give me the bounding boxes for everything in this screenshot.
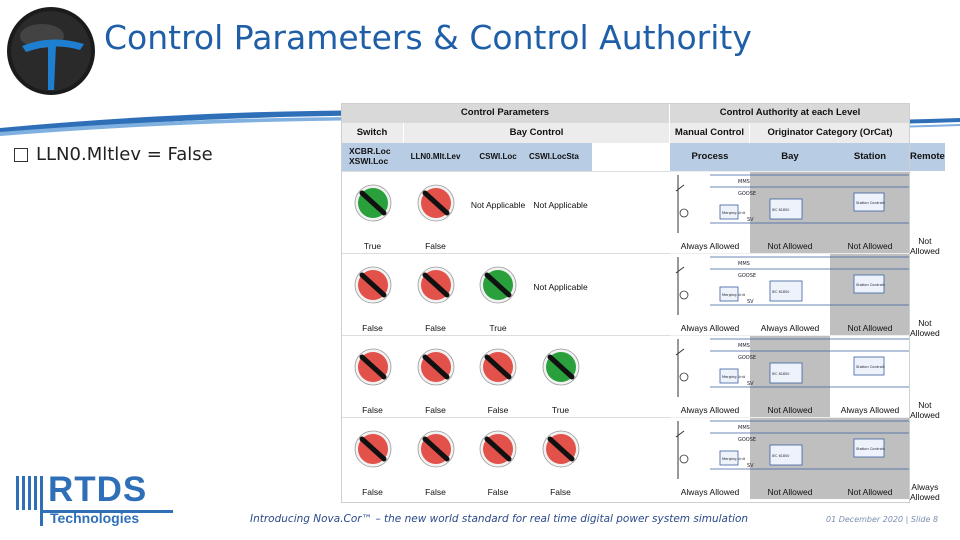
row-3-station-authority: Always Allowed [840,405,900,416]
row-2-process-authority: Always Allowed [680,323,740,334]
svg-text:GOOSE: GOOSE [738,191,757,197]
row-3-switch-4-green-icon [542,348,580,386]
row-4-value-2: False [425,487,446,498]
row-1-col-3-not-applicable: Not Applicable [470,200,526,211]
row-2-col-4-not-applicable: Not Applicable [533,282,588,293]
svg-text:SV: SV [747,463,754,469]
svg-text:SV: SV [747,217,754,223]
row-3-value-4: True [551,405,570,416]
svg-text:SV: SV [747,381,754,387]
row-4-value-3: False [487,487,509,498]
svg-text:MMS: MMS [738,425,750,431]
row-1-switch-2-red-icon [417,184,455,222]
header-originator: Originator Category (OrCat) [750,123,910,143]
col-bay: Bay [750,143,830,171]
row-4-switch-3-red-icon [479,430,517,468]
col-lln0: LLN0.Mlt.Lev [404,143,467,171]
row-3-value-1: False [362,405,383,416]
row-4-switch-2-red-icon [417,430,455,468]
svg-text:Station Controls: Station Controls [856,283,885,287]
row-4-value-4: False [550,487,571,498]
row-2-bay-authority: Always Allowed [760,323,820,334]
svg-text:GOOSE: GOOSE [738,355,757,361]
row-2-switch-2-red-icon [417,266,455,304]
row-2-value-2: False [425,323,446,334]
col-cswi-locsta: CSWI.LocSta [529,143,592,171]
row-4-remote-authority: Always Allowed [910,482,940,502]
col-xswi-label: XSWI.Loc [349,156,389,166]
row-2-value-3: True [489,323,507,334]
footer-date: 01 December 2020 | Slide 8 [826,515,939,524]
svg-text:Station Controls: Station Controls [856,447,885,451]
footer-text: Introducing Nova.Cor™ – the new world standard for real time digital power system simulation [250,513,749,525]
svg-text:IEC 61850: IEC 61850 [772,290,790,294]
row-4-switch-1-red-icon [354,430,392,468]
row-3-value-3: False [487,405,509,416]
row-2-station-authority: Not Allowed [847,323,893,334]
svg-text:Merging Unit: Merging Unit [722,211,746,215]
svg-text:SV: SV [747,299,754,305]
svg-text:Merging Unit: Merging Unit [722,375,746,379]
col-xcbr-label: XCBR.Loc [349,146,391,157]
rtds-brand: RTDS [48,470,148,509]
bullet-text: LLN0.Mltlev = False [36,144,213,165]
svg-text:IEC 61850: IEC 61850 [772,208,790,212]
row-2-remote-authority: Not Allowed [910,318,940,338]
row-1-process-authority: Always Allowed [680,241,740,252]
row-3-network-diagram [670,335,910,405]
row-3-process-authority: Always Allowed [680,405,740,416]
col-xcbr-xswi [341,143,404,171]
row-2-network-diagram [670,253,910,323]
header-control-parameters: Control Parameters [341,103,670,123]
row-1-bay-authority: Not Allowed [767,241,813,252]
control-authority-table [341,103,945,503]
row-4-bay-authority: Not Allowed [767,487,813,498]
svg-text:GOOSE: GOOSE [738,437,757,443]
col-cswi-loc: CSWI.Loc [467,143,529,171]
row-1-station-authority: Not Allowed [847,241,893,252]
svg-text:Merging Unit: Merging Unit [722,457,746,461]
row-3-switch-3-red-icon [479,348,517,386]
row-3-value-2: False [425,405,446,416]
rtds-sub: Technologies [50,510,140,526]
svg-text:IEC 61850: IEC 61850 [772,372,790,376]
row-2-value-1: False [362,323,383,334]
row-3-bay-authority: Not Allowed [767,405,813,416]
header-bay-control: Bay Control [404,123,670,143]
row-1-value-1: True [363,241,382,252]
row-1-value-2: False [425,241,446,252]
header-control-authority: Control Authority at each Level [670,103,910,123]
rtds-logo [14,470,174,528]
svg-text:Station Controls: Station Controls [856,365,885,369]
row-4-process-authority: Always Allowed [680,487,740,498]
header-manual-control: Manual Control [670,123,750,143]
row-1-col-4-not-applicable: Not Applicable [533,200,588,211]
row-1-remote-authority: Not Allowed [910,236,940,256]
row-2-switch-1-red-icon [354,266,392,304]
header-switch: Switch [341,123,404,143]
slide-title: Control Parameters & Control Authority [104,18,752,57]
col-station: Station [830,143,910,171]
svg-text:Merging Unit: Merging Unit [722,293,746,297]
row-3-switch-2-red-icon [417,348,455,386]
row-4-value-1: False [362,487,383,498]
svg-text:MMS: MMS [738,179,750,185]
row-3-remote-authority: Not Allowed [910,400,940,420]
svg-text:IEC 61850: IEC 61850 [772,454,790,458]
svg-text:GOOSE: GOOSE [738,273,757,279]
svg-text:Station Controls: Station Controls [856,201,885,205]
col-remote: Remote [910,143,945,171]
row-2-switch-3-green-icon [479,266,517,304]
row-3-switch-1-red-icon [354,348,392,386]
row-4-network-diagram [670,417,910,487]
row-1-network-diagram [670,171,910,241]
row-4-station-authority: Not Allowed [847,487,893,498]
col-process: Process [670,143,750,171]
svg-text:MMS: MMS [738,343,750,349]
row-4-switch-4-red-icon [542,430,580,468]
row-1-switch-1-green-icon [354,184,392,222]
bullet-point [14,144,213,165]
svg-text:MMS: MMS [738,261,750,267]
checkbox-bullet-icon [14,148,28,162]
